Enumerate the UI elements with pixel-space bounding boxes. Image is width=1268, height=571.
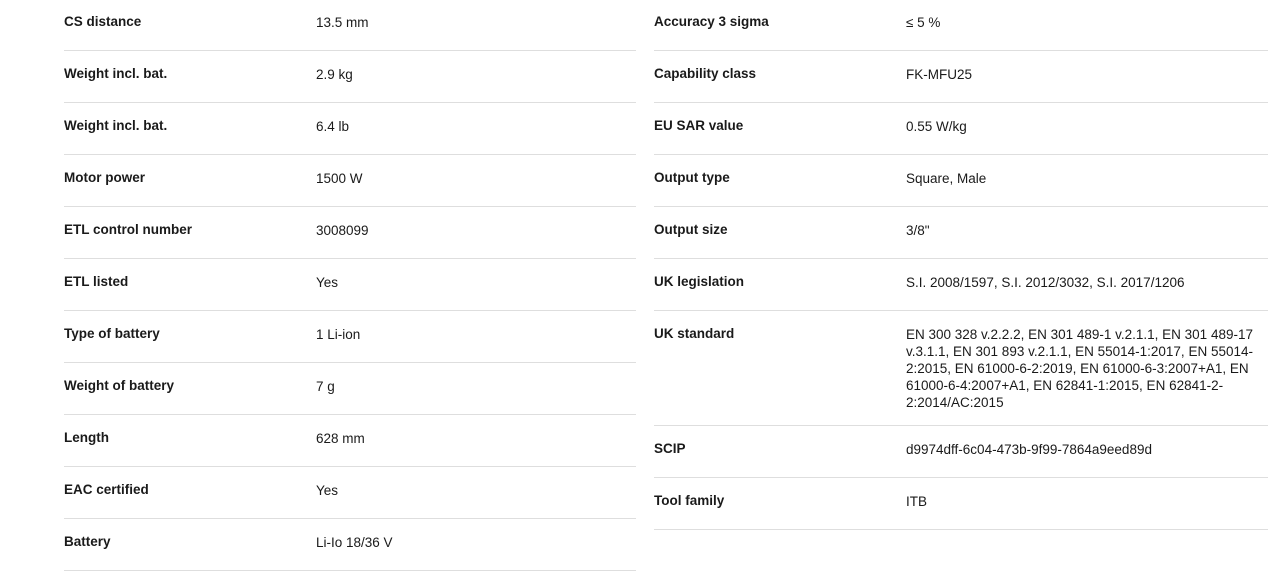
spec-value: 1 Li-ion: [316, 327, 361, 342]
spec-row: [654, 426, 1268, 478]
spec-label: Motor power: [64, 170, 145, 185]
spec-value: FK-MFU25: [906, 67, 973, 82]
spec-row: [64, 51, 636, 103]
spec-label: Accuracy 3 sigma: [654, 14, 769, 29]
spec-row: [654, 207, 1268, 259]
spec-row: [64, 467, 636, 519]
spec-row: [64, 415, 636, 467]
spec-value: EN 300 328 v.2.2.2, EN 301 489-1 v.2.1.1, EN 301 489-17 v.3.1.1, EN 301 893 v.2.1.1, EN 55014-1:2017, EN 55014-2:2015, EN 61000-6-2:2019, EN 61000-6-3:2007+A1, EN 61000-6-4:2007+A1, EN 62841-1:2015, EN 62841-2-2:2014/AC:2015: [906, 327, 1253, 410]
spec-label: EAC certified: [64, 482, 149, 497]
spec-row: [64, 155, 636, 207]
spec-value: ≤ 5 %: [906, 15, 941, 30]
spec-row: [654, 103, 1268, 155]
spec-label: UK standard: [654, 326, 735, 341]
spec-value: Li-Io 18/36 V: [316, 535, 393, 550]
spec-value: 6.4 lb: [316, 119, 350, 134]
spec-label: ETL listed: [64, 274, 129, 289]
spec-row: [64, 311, 636, 363]
spec-row: [654, 155, 1268, 207]
spec-value: 628 mm: [316, 431, 365, 446]
spec-value: 3008099: [316, 223, 369, 238]
spec-label: SCIP: [654, 441, 686, 456]
spec-label: CS distance: [64, 14, 142, 29]
spec-label: ETL control number: [64, 222, 193, 237]
spec-value: 3/8": [906, 223, 930, 238]
spec-row: [64, 363, 636, 415]
spec-label: Capability class: [654, 66, 757, 81]
spec-row: [64, 207, 636, 259]
spec-label: Tool family: [654, 493, 725, 508]
spec-label: Length: [64, 430, 109, 445]
spec-value: Yes: [316, 275, 339, 290]
spec-row: [64, 103, 636, 155]
spec-row: [64, 259, 636, 311]
spec-value: 2.9 kg: [316, 67, 353, 82]
spec-row: [654, 51, 1268, 103]
spec-label: Weight incl. bat.: [64, 118, 168, 133]
spec-value: Yes: [316, 483, 339, 498]
spec-value: ITB: [906, 494, 928, 509]
spec-label: Output size: [654, 222, 728, 237]
spec-value: d9974dff-6c04-473b-9f99-7864a9eed89d: [906, 442, 1152, 457]
spec-label: Type of battery: [64, 326, 160, 341]
spec-label: Weight of battery: [64, 378, 175, 393]
column-divider-gap: [636, 0, 654, 571]
spec-row: [64, 0, 636, 51]
spec-label: UK legislation: [654, 274, 745, 289]
spec-value: 7 g: [316, 379, 335, 394]
spec-value: Square, Male: [906, 171, 987, 186]
spec-value: S.I. 2008/1597, S.I. 2012/3032, S.I. 2017/1206: [906, 275, 1185, 290]
spec-value: 1500 W: [316, 171, 363, 186]
spec-row: [654, 259, 1268, 311]
spec-column-right: [654, 0, 1268, 571]
spec-row: [654, 311, 1268, 426]
spec-label: Battery: [64, 534, 111, 549]
spec-value: 13.5 mm: [316, 15, 369, 30]
spec-label: Output type: [654, 170, 730, 185]
spec-row: [64, 519, 636, 571]
spec-label: EU SAR value: [654, 118, 744, 133]
spec-label: Weight incl. bat.: [64, 66, 168, 81]
spec-value: 0.55 W/kg: [906, 119, 967, 134]
spec-row: [654, 0, 1268, 51]
spec-row: [654, 478, 1268, 530]
